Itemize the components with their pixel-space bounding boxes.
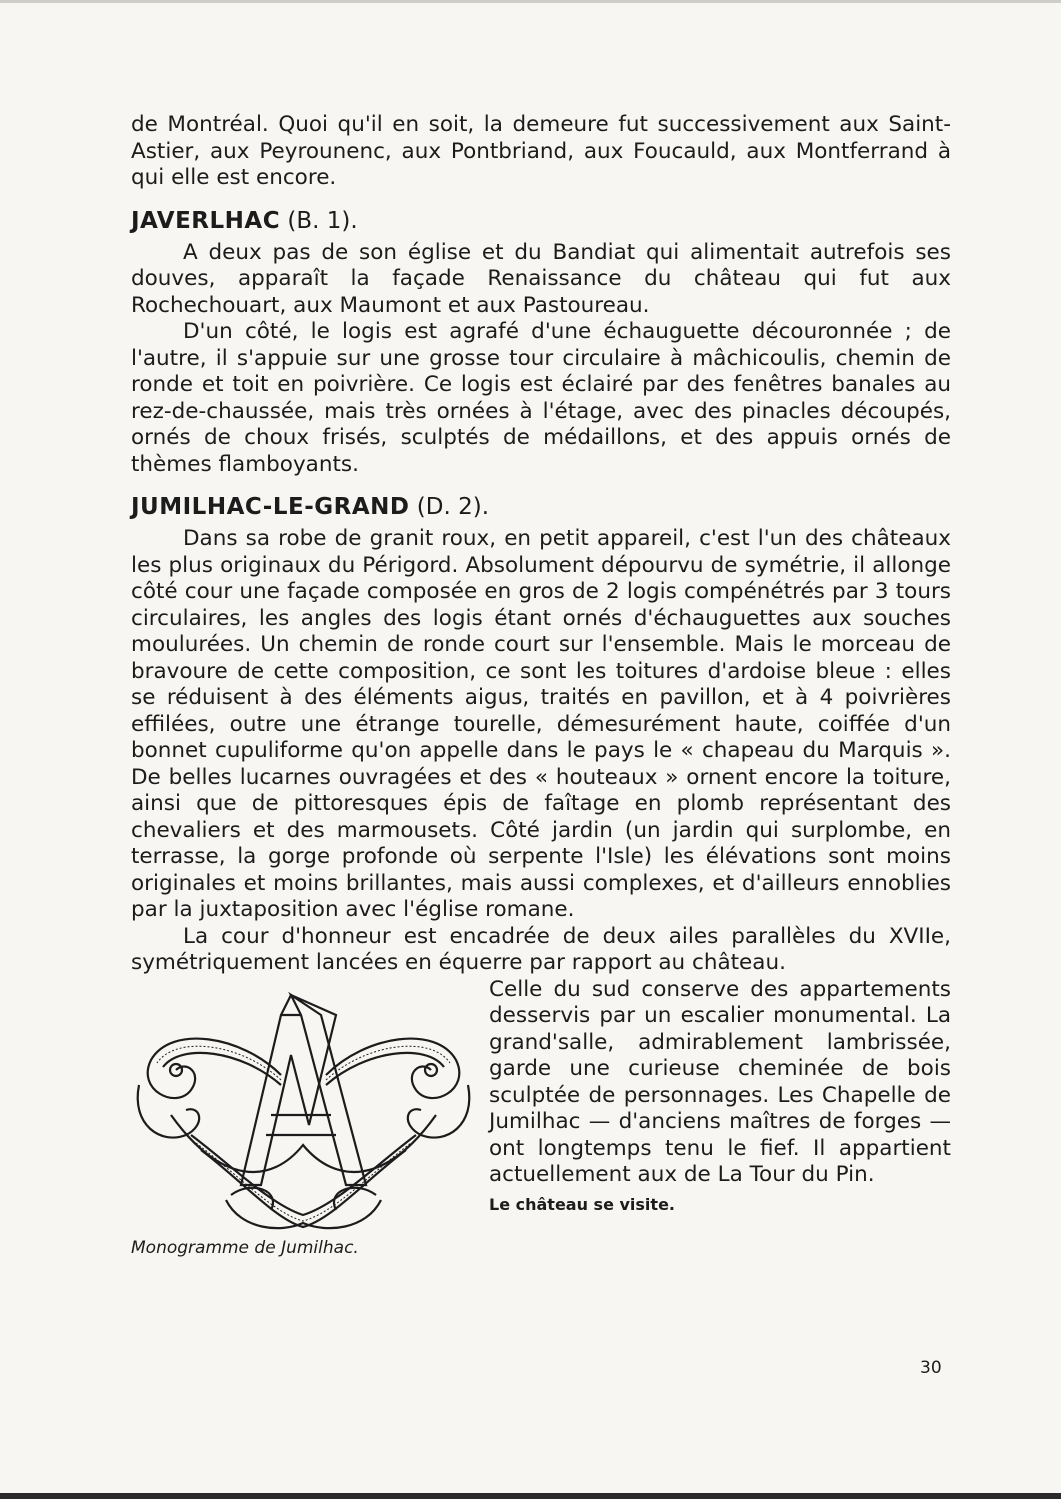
intro-paragraph: de Montréal. Quoi qu'il en soit, la demeure fut successivement aux Saint-Astier, aux Peyrounenc, aux Pontbriand, aux Foucauld, aux Montferrand à qui elle est encore. bbox=[131, 112, 951, 190]
page-top-edge bbox=[0, 0, 1061, 3]
side-column bbox=[489, 977, 951, 1217]
jumilhac-paragraph-2: La cour d'honneur est encadrée de deux ailes parallèles du XVIIe, symétriquement lancées en équerre par rapport au château. bbox=[131, 923, 951, 975]
javerlhac-ref: (B. 1). bbox=[287, 207, 358, 234]
javerlhac-paragraph-2: D'un côté, le logis est agrafé d'une échauguette découronnée ; de l'autre, il s'appuie sur une grosse tour circulaire à mâchicoulis, chemin de ronde et toit en poivrière. Ce logis est éclairé par des fenêtres banales au rez-de-chaussée, mais très ornées à l'étage, avec des pinacles découpés, ornés de choux frisés, sculptés de médaillons, et des appuis ornés de thèmes flamboyants. bbox=[131, 319, 951, 477]
monogram-icon bbox=[131, 985, 476, 1235]
figure-block bbox=[131, 976, 951, 1258]
javerlhac-paragraph-1: A deux pas de son église et du Bandiat qui alimentait autrefois ses douves, apparaît la façade Renaissance du château qui fut aux Rochechouart, aux Maumont et aux Pastoureau. bbox=[131, 239, 951, 318]
jumilhac-title: JUMILHAC-LE-GRAND bbox=[131, 494, 410, 520]
jumilhac-paragraph-3: Celle du sud conserve des appartements desservis par un escalier monumental. La grand'salle, admirablement lambrissée, garde une curieuse cheminée de bois sculptée de personnages. Les Chapelle de Jumilhac — d'anciens maîtres de forges — ont longtemps tenu le fief. Il appartient actuellement aux de La Tour du Pin. bbox=[489, 976, 951, 1187]
javerlhac-heading bbox=[131, 206, 951, 236]
jumilhac-ref: (D. 2). bbox=[416, 494, 490, 520]
figure-caption: Monogramme de Jumilhac. bbox=[131, 1237, 359, 1258]
javerlhac-title: JAVERLHAC bbox=[131, 207, 281, 234]
page-body bbox=[131, 112, 951, 1258]
page-number: 30 bbox=[920, 1358, 942, 1378]
page-bottom-edge bbox=[0, 1493, 1061, 1499]
jumilhac-heading bbox=[131, 492, 951, 522]
monogram-illustration bbox=[131, 985, 476, 1235]
jumilhac-paragraph-1: Dans sa robe de granit roux, en petit appareil, c'est l'un des châteaux les plus originaux du Périgord. Absolument dépourvu de symétrie, il allonge côté cour une façade composée en gros de 2 logis compénétrés par 3 tours circulaires, les angles des logis étant ornés d'échauguettes aux souches moulurées. Un chemin de ronde court sur l'ensemble. Mais le morceau de bravoure de cette composition, ce sont les toitures d'ardoise bleue : elles se réduisent à des éléments aigus, traités en pavillon, et à 4 poivrières effilées, outre une étrange tourelle, démesurément haute, coiffée d'un bonnet cupuliforme qu'on appelle dans le pays le « chapeau du Marquis ». De belles lucarnes ouvragées et des « houteaux » ornent encore la toiture, ainsi que de pittoresques épis de faîtage en plomb représentant des chevaliers et des marmousets. Côté jardin (un jardin qui surplombe, en terrasse, la gorge profonde où serpente l'Isle) les élévations sont moins originales et moins brillantes, mais aussi complexes, et d'ailleurs ennoblies par la juxtaposition avec l'église romane. bbox=[131, 526, 951, 922]
visit-note: Le château se visite. bbox=[489, 1194, 675, 1214]
